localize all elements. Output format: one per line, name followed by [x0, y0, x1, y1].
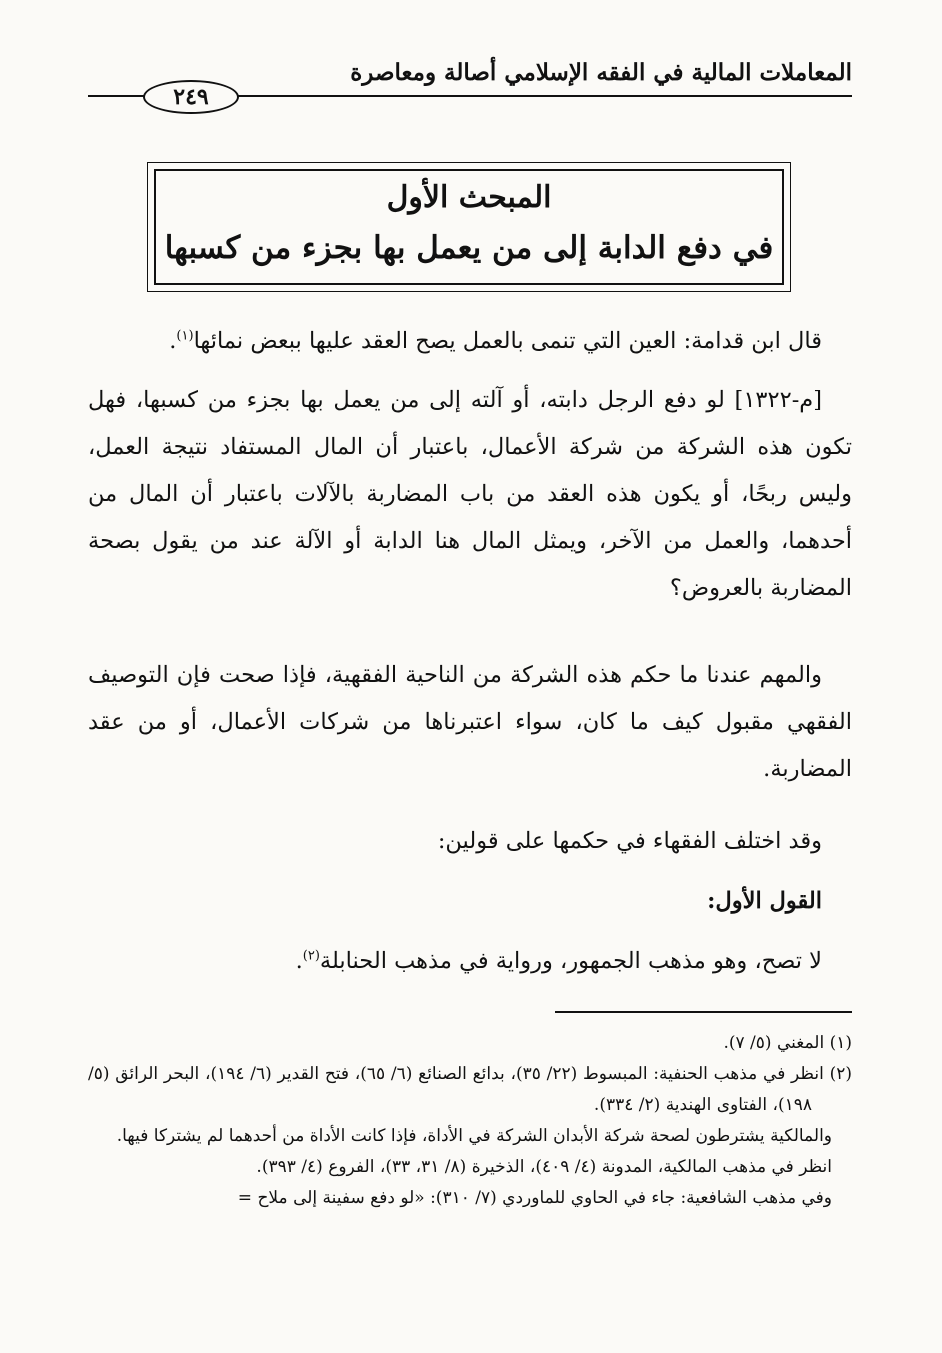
page-number: ٢٤٩	[143, 80, 239, 114]
section-heading-frame	[147, 162, 791, 292]
footnotes	[88, 1028, 852, 1214]
section-heading-title: في دفع الدابة إلى من يعمل بها بجزء من كسبها	[164, 230, 774, 266]
paragraph-ibn-qudama: قال ابن قدامة: العين التي تنمى بالعمل يصح العقد عليها ببعض نمائها$^{(١)}$.	[169, 328, 822, 354]
footnote-ref-2: (٢)	[302, 948, 320, 964]
quote-text: قال ابن قدامة: العين التي تنمى بالعمل يصح العقد عليها ببعض نمائها	[193, 328, 822, 354]
paragraph-issue: [م-١٣٢٢] لو دفع الرجل دابته، أو آلته إلى من يعمل بها بجزء من كسبها، فهل تكون هذه الشركة من شركة الأعمال، باعتبار أن المال المستفاد نتيجة العمل، وليس ربحًا، أو يكون هذه العقد من باب المضاربة بالآلات باعتبار أن المال من أحدهما، والعمل من الآخر، ويمثل المال هنا الدابة أو الآلة عند من يقول بصحة المضاربة بالعروض؟	[88, 387, 852, 601]
footnote-2: (٢) انظر في مذهب الحنفية: المبسوط (٢٢/ ٣٥)، بدائع الصنائع (٦/ ٦٥)، فتح القدير (٦/ ١٩٤)، البحر الرائق (٥/ ١٩٨)، الفتاوى الهندية (٢/ ٣٣٤).	[88, 1064, 852, 1115]
running-header-title: المعاملات المالية في الفقه الإسلامي أصالة ومعاصرة	[350, 59, 852, 86]
footnote-2-maliki: والمالكية يشترطون لصحة شركة الأبدان الشركة في الأداة، فإذا كانت الأداة من أحدهما لم يشتركا فيها.	[116, 1126, 832, 1146]
first-opinion-heading: القول الأول:	[707, 888, 822, 914]
paragraph-first-opinion: لا تصح، وهو مذهب الجمهور، ورواية في مذهب الحنابلة$^{(٢)}$.	[295, 948, 822, 974]
footnote-separator	[555, 1011, 852, 1013]
paragraph-two-opinions: وقد اختلف الفقهاء في حكمها على قولين:	[437, 828, 822, 854]
footnote-2-shafii: وفي مذهب الشافعية: جاء في الحاوي للماوردي (٧/ ٣١٠): «لو دفع سفينة إلى ملاح =	[237, 1188, 832, 1208]
footnote-2-maliki-refs: انظر في مذهب المالكية، المدونة (٤/ ٤٠٩)، الذخيرة (٨/ ٣١، ٣٣)، الفروع (٤/ ٣٩٣).	[256, 1157, 832, 1177]
section-heading-number: المبحث الأول	[386, 180, 552, 215]
paragraph-ruling: والمهم عندنا ما حكم هذه الشركة من الناحية الفقهية، فإذا صحت فإن التوصيف الفقهي مقبول كيف ما كان، سواء اعتبرناها من شركات الأعمال، أو من عقد المضاربة.	[88, 662, 852, 782]
footnote-1: (١) المغني (٥/ ٧).	[723, 1033, 852, 1053]
footnote-ref-1: (١)	[176, 328, 194, 344]
